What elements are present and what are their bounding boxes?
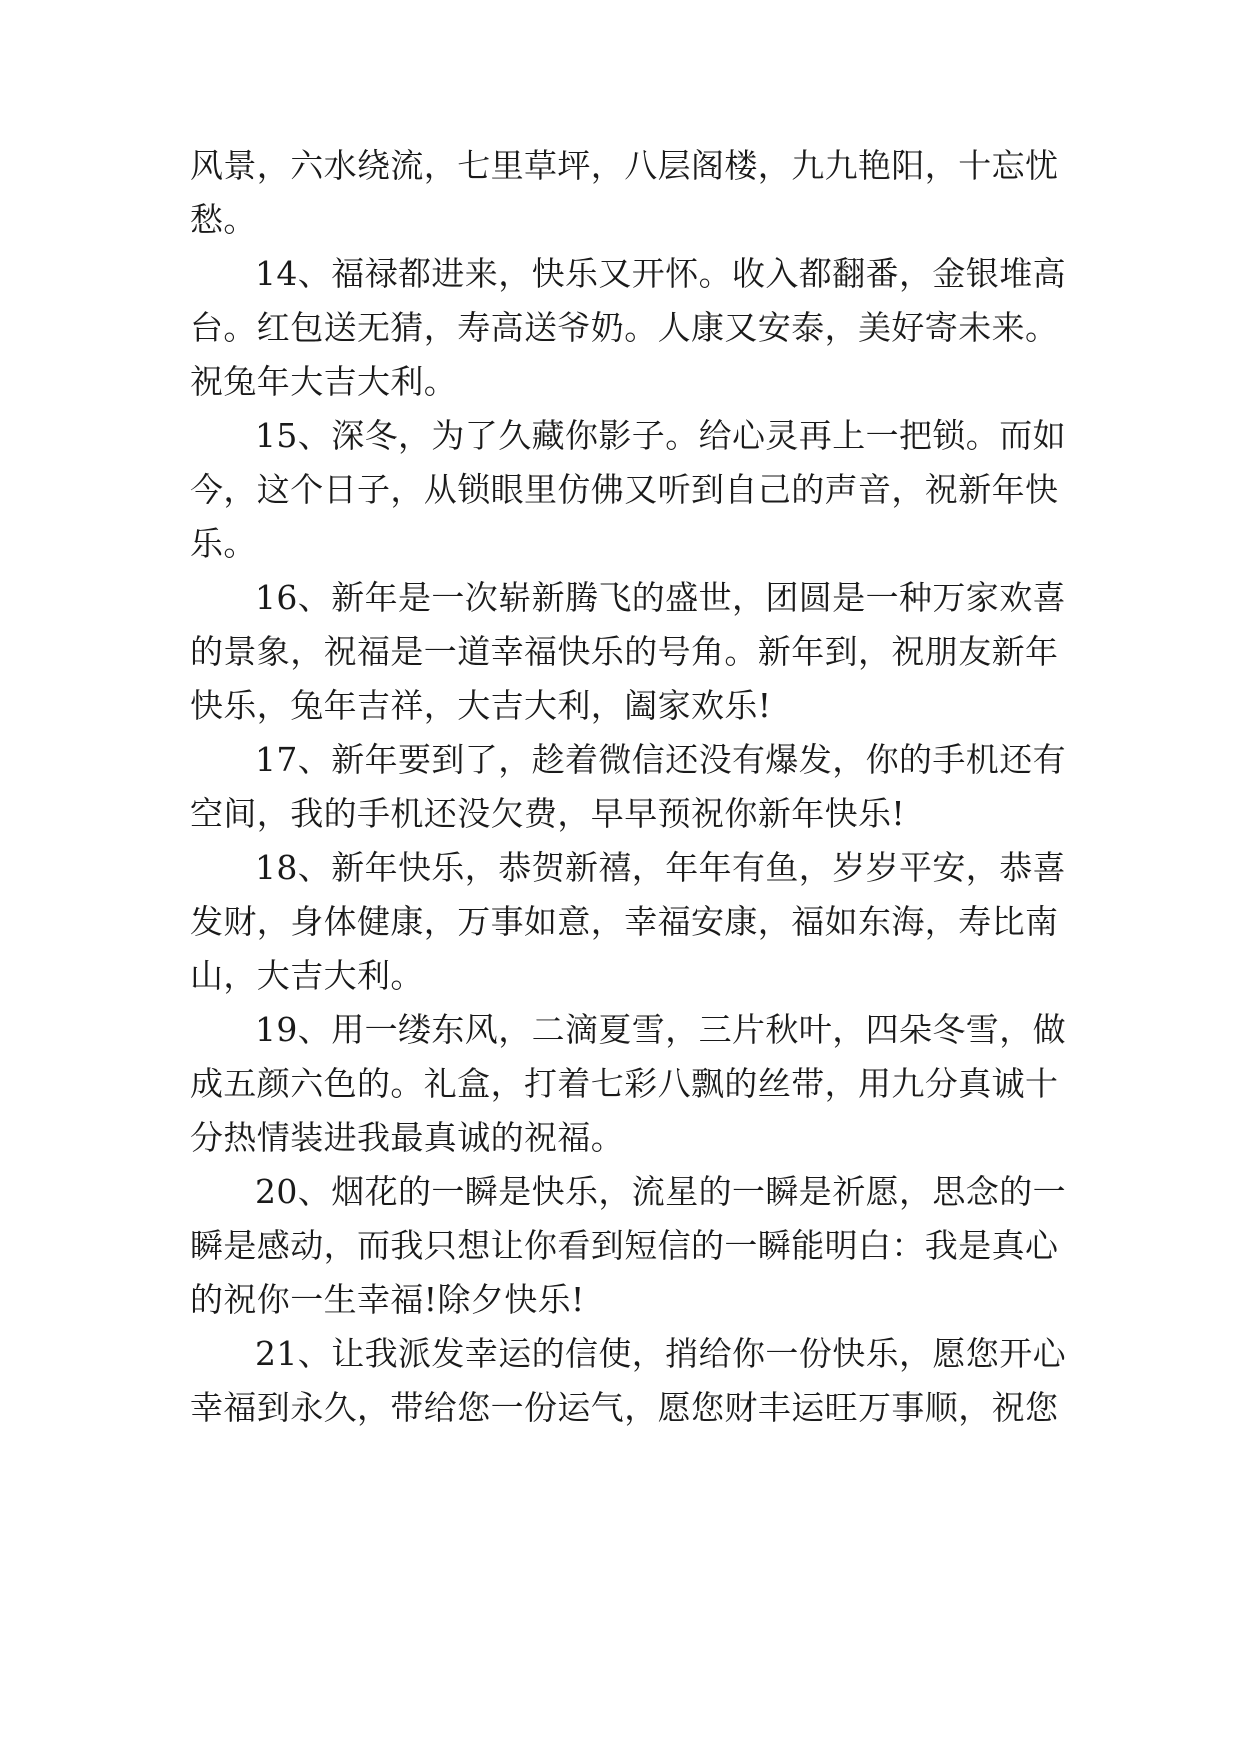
paragraph-17-line: 17、新年要到了，趁着微信还没有爆发，你的手机还有 xyxy=(255,740,1066,779)
paragraph-18-line: 18、新年快乐，恭贺新禧，年年有鱼，岁岁平安，恭喜 xyxy=(255,848,1066,887)
text-line: 台。红包送无猜，寿高送爷奶。人康又安泰，美好寄未来。 xyxy=(190,308,1059,347)
text-line: 风景，六水绕流，七里草坪，八层阁楼，九九艳阳，十忘忧 xyxy=(190,146,1059,185)
text-line: 发财，身体健康，万事如意，幸福安康，福如东海，寿比南 xyxy=(190,902,1059,941)
paragraph-14-line: 14、福禄都进来，快乐又开怀。收入都翻番，金银堆高 xyxy=(255,254,1066,293)
text-line: 幸福到永久，带给您一份运气，愿您财丰运旺万事顺，祝您 xyxy=(190,1388,1059,1427)
text-line: 快乐，兔年吉祥，大吉大利，阖家欢乐! xyxy=(190,686,772,725)
paragraph-20-line: 20、烟花的一瞬是快乐，流星的一瞬是祈愿，思念的一 xyxy=(255,1172,1066,1211)
text-line: 瞬是感动，而我只想让你看到短信的一瞬能明白：我是真心 xyxy=(190,1226,1059,1265)
text-line: 祝兔年大吉大利。 xyxy=(190,362,458,401)
text-line: 乐。 xyxy=(190,524,257,563)
text-line: 成五颜六色的。礼盒，打着七彩八飘的丝带，用九分真诚十 xyxy=(190,1064,1059,1103)
paragraph-21-line: 21、让我派发幸运的信使，捎给你一份快乐，愿您开心 xyxy=(255,1334,1066,1373)
paragraph-16-line: 16、新年是一次崭新腾飞的盛世，团圆是一种万家欢喜 xyxy=(255,578,1066,617)
text-line: 空间，我的手机还没欠费，早早预祝你新年快乐! xyxy=(190,794,906,833)
text-line: 的景象，祝福是一道幸福快乐的号角。新年到，祝朋友新年 xyxy=(190,632,1059,671)
text-line: 的祝你一生幸福!除夕快乐! xyxy=(190,1280,585,1319)
text-line: 分热情装进我最真诚的祝福。 xyxy=(190,1118,625,1157)
text-line: 愁。 xyxy=(190,200,257,239)
text-line: 今，这个日子，从锁眼里仿佛又听到自己的声音，祝新年快 xyxy=(190,470,1059,509)
paragraph-19-line: 19、用一缕东风，二滴夏雪，三片秋叶，四朵冬雪，做 xyxy=(255,1010,1066,1049)
paragraph-15-line: 15、深冬，为了久藏你影子。给心灵再上一把锁。而如 xyxy=(255,416,1066,455)
text-line: 山，大吉大利。 xyxy=(190,956,424,995)
